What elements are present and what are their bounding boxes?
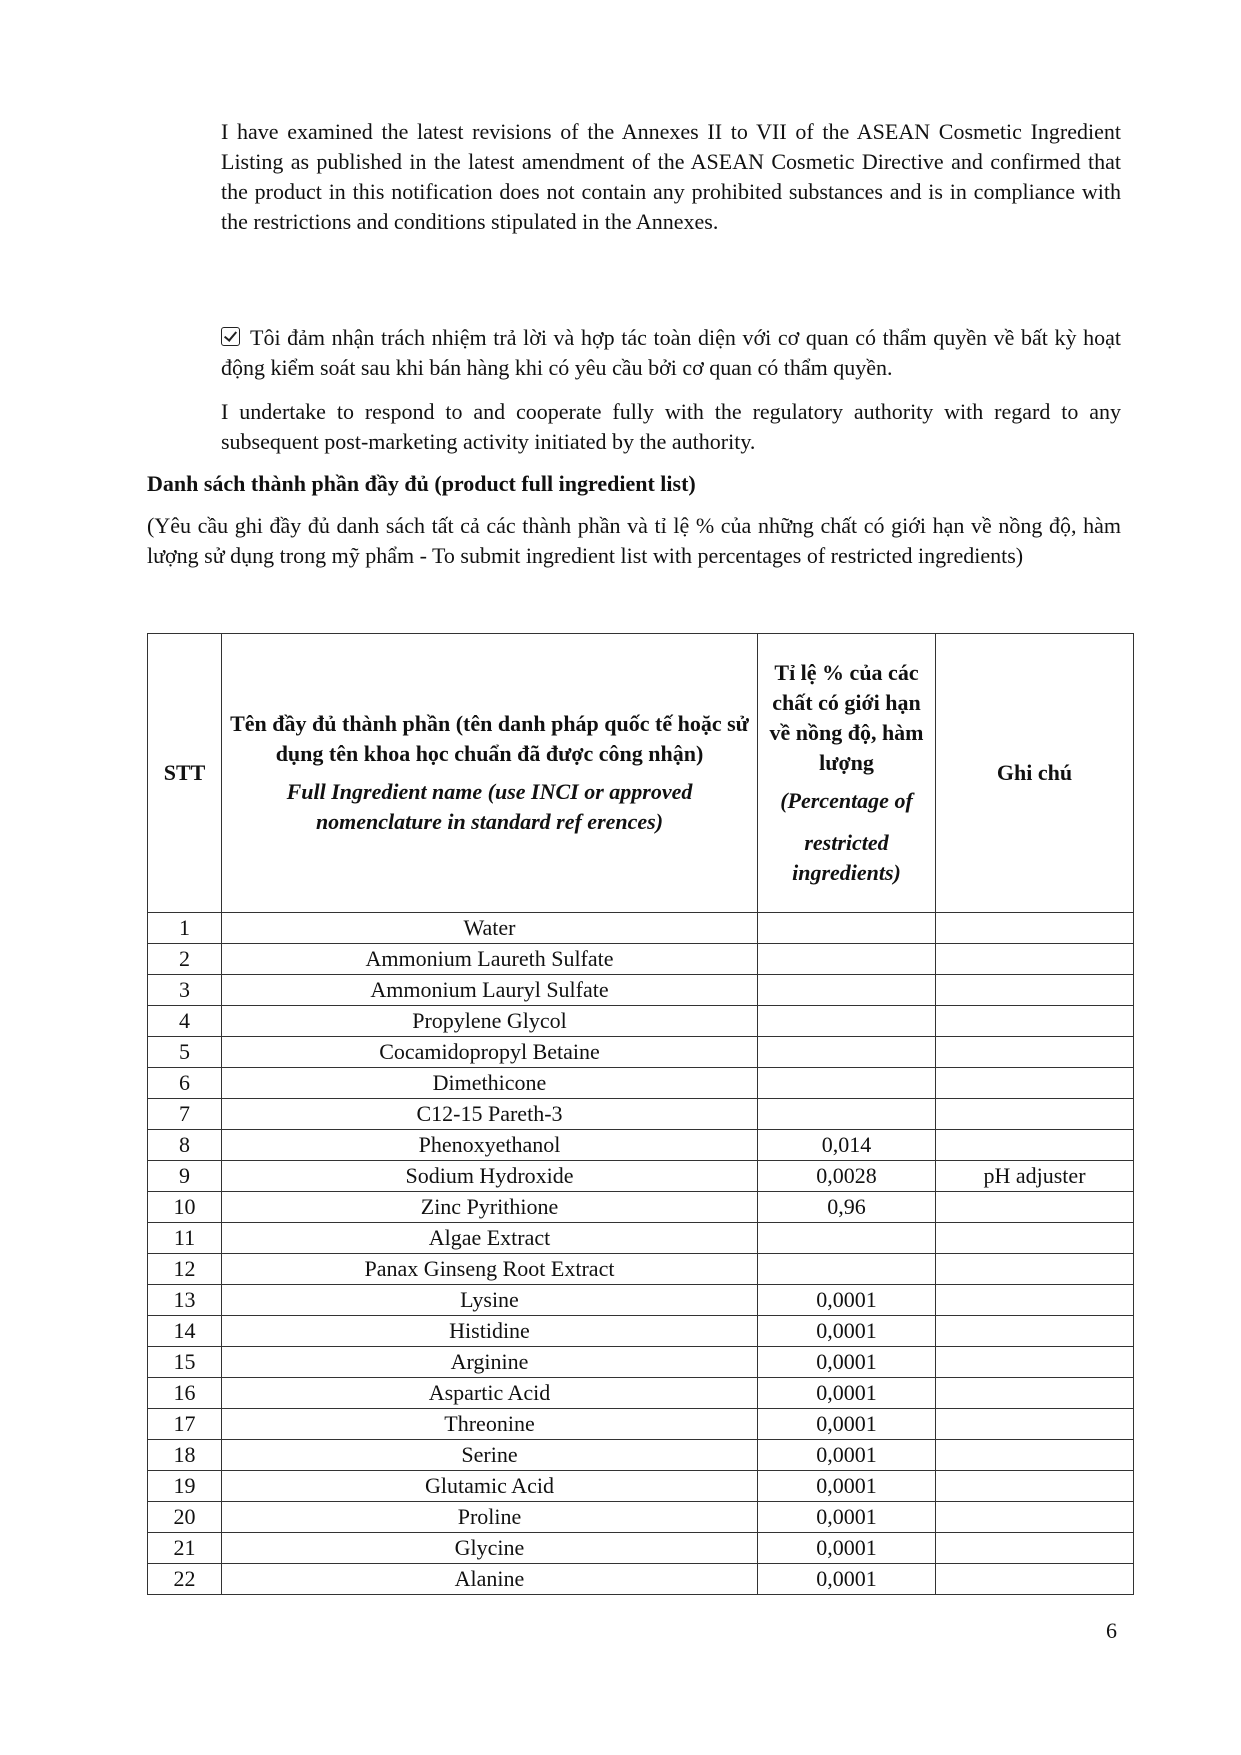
cell-stt: 22 xyxy=(148,1564,222,1595)
cell-note xyxy=(936,1533,1134,1564)
cell-percentage: 0,0028 xyxy=(758,1161,936,1192)
cell-percentage xyxy=(758,1223,936,1254)
header-pct-en1: (Percentage of xyxy=(780,788,913,813)
cell-stt: 8 xyxy=(148,1130,222,1161)
cell-percentage: 0,0001 xyxy=(758,1502,936,1533)
cell-percentage xyxy=(758,975,936,1006)
cell-ingredient-name: Glutamic Acid xyxy=(222,1471,758,1502)
cell-ingredient-name: Serine xyxy=(222,1440,758,1471)
cell-note xyxy=(936,1347,1134,1378)
cell-note xyxy=(936,1068,1134,1099)
cell-ingredient-name: Glycine xyxy=(222,1533,758,1564)
table-row xyxy=(148,975,1134,1006)
cell-ingredient-name: Sodium Hydroxide xyxy=(222,1161,758,1192)
cell-note: pH adjuster xyxy=(936,1161,1134,1192)
cell-stt: 6 xyxy=(148,1068,222,1099)
table-row xyxy=(148,1378,1134,1409)
cell-percentage: 0,0001 xyxy=(758,1440,936,1471)
table-row xyxy=(148,1285,1134,1316)
cell-ingredient-name: Ammonium Lauryl Sulfate xyxy=(222,975,758,1006)
header-name-en: Full Ingredient name (use INCI or approved nomenclature in standard ref erences) xyxy=(286,779,693,834)
table-row xyxy=(148,1533,1134,1564)
cell-percentage: 0,0001 xyxy=(758,1564,936,1595)
table-row xyxy=(148,944,1134,975)
cell-stt: 16 xyxy=(148,1378,222,1409)
cell-ingredient-name: Dimethicone xyxy=(222,1068,758,1099)
cell-ingredient-name: Propylene Glycol xyxy=(222,1006,758,1037)
cell-note xyxy=(936,975,1134,1006)
checkbox-checked-icon[interactable] xyxy=(221,327,240,346)
cell-note xyxy=(936,1099,1134,1130)
table-row xyxy=(148,1192,1134,1223)
cell-percentage: 0,0001 xyxy=(758,1378,936,1409)
header-note: Ghi chú xyxy=(936,634,1134,913)
cell-percentage: 0,0001 xyxy=(758,1316,936,1347)
cell-note xyxy=(936,1502,1134,1533)
cell-percentage: 0,0001 xyxy=(758,1347,936,1378)
cell-stt: 18 xyxy=(148,1440,222,1471)
cell-note xyxy=(936,1564,1134,1595)
cell-stt: 11 xyxy=(148,1223,222,1254)
cell-stt: 7 xyxy=(148,1099,222,1130)
header-name xyxy=(222,634,758,913)
undertaking-vi-paragraph xyxy=(221,323,1121,383)
cell-ingredient-name: Water xyxy=(222,913,758,944)
cell-percentage xyxy=(758,1099,936,1130)
cell-stt: 3 xyxy=(148,975,222,1006)
cell-percentage: 0,0001 xyxy=(758,1533,936,1564)
cell-stt: 4 xyxy=(148,1006,222,1037)
cell-note xyxy=(936,1254,1134,1285)
cell-ingredient-name: Threonine xyxy=(222,1409,758,1440)
cell-stt: 17 xyxy=(148,1409,222,1440)
cell-percentage xyxy=(758,1068,936,1099)
cell-note xyxy=(936,1316,1134,1347)
cell-stt: 1 xyxy=(148,913,222,944)
cell-ingredient-name: Lysine xyxy=(222,1285,758,1316)
cell-stt: 20 xyxy=(148,1502,222,1533)
cell-note xyxy=(936,1192,1134,1223)
cell-percentage: 0,014 xyxy=(758,1130,936,1161)
cell-stt: 5 xyxy=(148,1037,222,1068)
cell-stt: 19 xyxy=(148,1471,222,1502)
table-row xyxy=(148,1254,1134,1285)
cell-percentage: 0,0001 xyxy=(758,1285,936,1316)
section-title: Danh sách thành phần đầy đủ (product full ingredient list) xyxy=(147,471,696,496)
cell-percentage xyxy=(758,1037,936,1068)
header-stt: STT xyxy=(148,634,222,913)
cell-percentage: 0,0001 xyxy=(758,1409,936,1440)
table-row xyxy=(148,1409,1134,1440)
cell-note xyxy=(936,913,1134,944)
cell-stt: 9 xyxy=(148,1161,222,1192)
table-row xyxy=(148,1161,1134,1192)
cell-ingredient-name: Panax Ginseng Root Extract xyxy=(222,1254,758,1285)
header-percentage xyxy=(758,634,936,913)
section-note: (Yêu cầu ghi đầy đủ danh sách tất cả các thành phần và tỉ lệ % của những chất có giới hạn về nồng độ, hàm lượng sử dụng trong mỹ phẩm - To submit ingredient list with percentages of restricted ingredients) xyxy=(147,513,1121,568)
page-number: 6 xyxy=(1106,1618,1117,1643)
cell-percentage: 0,96 xyxy=(758,1192,936,1223)
cell-stt: 15 xyxy=(148,1347,222,1378)
header-pct-vi: Tỉ lệ % của các chất có giới hạn về nồng độ, hàm lượng xyxy=(769,660,924,775)
table-row xyxy=(148,1223,1134,1254)
cell-note xyxy=(936,944,1134,975)
cell-note xyxy=(936,1037,1134,1068)
cell-note xyxy=(936,1440,1134,1471)
cell-ingredient-name: Arginine xyxy=(222,1347,758,1378)
cell-ingredient-name: Alanine xyxy=(222,1564,758,1595)
declaration-paragraph: I have examined the latest revisions of the Annexes II to VII of the ASEAN Cosmetic Ingredient Listing as published in the latest amendment of the ASEAN Cosmetic Directive and confirmed that the product in this notification does not contain any prohibited substances and is in compliance with the restrictions and conditions stipulated in the Annexes. xyxy=(221,119,1121,234)
table-row xyxy=(148,1130,1134,1161)
undertaking-vi-text: Tôi đảm nhận trách nhiệm trả lời và hợp tác toàn diện với cơ quan có thẩm quyền về bất kỳ hoạt động kiểm soát sau khi bán hàng khi có yêu cầu bởi cơ quan có thẩm quyền. xyxy=(221,325,1121,380)
cell-stt: 13 xyxy=(148,1285,222,1316)
table-row xyxy=(148,1316,1134,1347)
cell-note xyxy=(936,1223,1134,1254)
undertaking-en-paragraph: I undertake to respond to and cooperate fully with the regulatory authority with regard to any subsequent post-marketing activity initiated by the authority. xyxy=(221,399,1121,454)
header-pct-en2: restricted ingredients) xyxy=(792,830,901,885)
cell-note xyxy=(936,1471,1134,1502)
cell-ingredient-name: Algae Extract xyxy=(222,1223,758,1254)
cell-note xyxy=(936,1130,1134,1161)
cell-stt: 2 xyxy=(148,944,222,975)
cell-ingredient-name: C12-15 Pareth-3 xyxy=(222,1099,758,1130)
cell-percentage xyxy=(758,944,936,975)
cell-note xyxy=(936,1409,1134,1440)
table-row xyxy=(148,1099,1134,1130)
ingredient-table xyxy=(147,633,1134,1595)
cell-note xyxy=(936,1006,1134,1037)
table-row xyxy=(148,1471,1134,1502)
cell-percentage: 0,0001 xyxy=(758,1471,936,1502)
table-row xyxy=(148,1440,1134,1471)
table-row xyxy=(148,1347,1134,1378)
table-row xyxy=(148,1006,1134,1037)
table-row xyxy=(148,1068,1134,1099)
cell-ingredient-name: Cocamidopropyl Betaine xyxy=(222,1037,758,1068)
cell-ingredient-name: Histidine xyxy=(222,1316,758,1347)
table-row xyxy=(148,913,1134,944)
cell-ingredient-name: Zinc Pyrithione xyxy=(222,1192,758,1223)
header-name-vi: Tên đầy đủ thành phần (tên danh pháp quốc tế hoặc sử dụng tên khoa học chuẩn đã được công nhận) xyxy=(230,711,749,766)
cell-stt: 12 xyxy=(148,1254,222,1285)
cell-ingredient-name: Ammonium Laureth Sulfate xyxy=(222,944,758,975)
cell-note xyxy=(936,1378,1134,1409)
cell-percentage xyxy=(758,1254,936,1285)
cell-ingredient-name: Aspartic Acid xyxy=(222,1378,758,1409)
table-row xyxy=(148,1564,1134,1595)
cell-note xyxy=(936,1285,1134,1316)
table-row xyxy=(148,1037,1134,1068)
cell-percentage xyxy=(758,913,936,944)
cell-ingredient-name: Proline xyxy=(222,1502,758,1533)
cell-stt: 10 xyxy=(148,1192,222,1223)
cell-percentage xyxy=(758,1006,936,1037)
table-row xyxy=(148,1502,1134,1533)
cell-stt: 21 xyxy=(148,1533,222,1564)
cell-ingredient-name: Phenoxyethanol xyxy=(222,1130,758,1161)
cell-stt: 14 xyxy=(148,1316,222,1347)
